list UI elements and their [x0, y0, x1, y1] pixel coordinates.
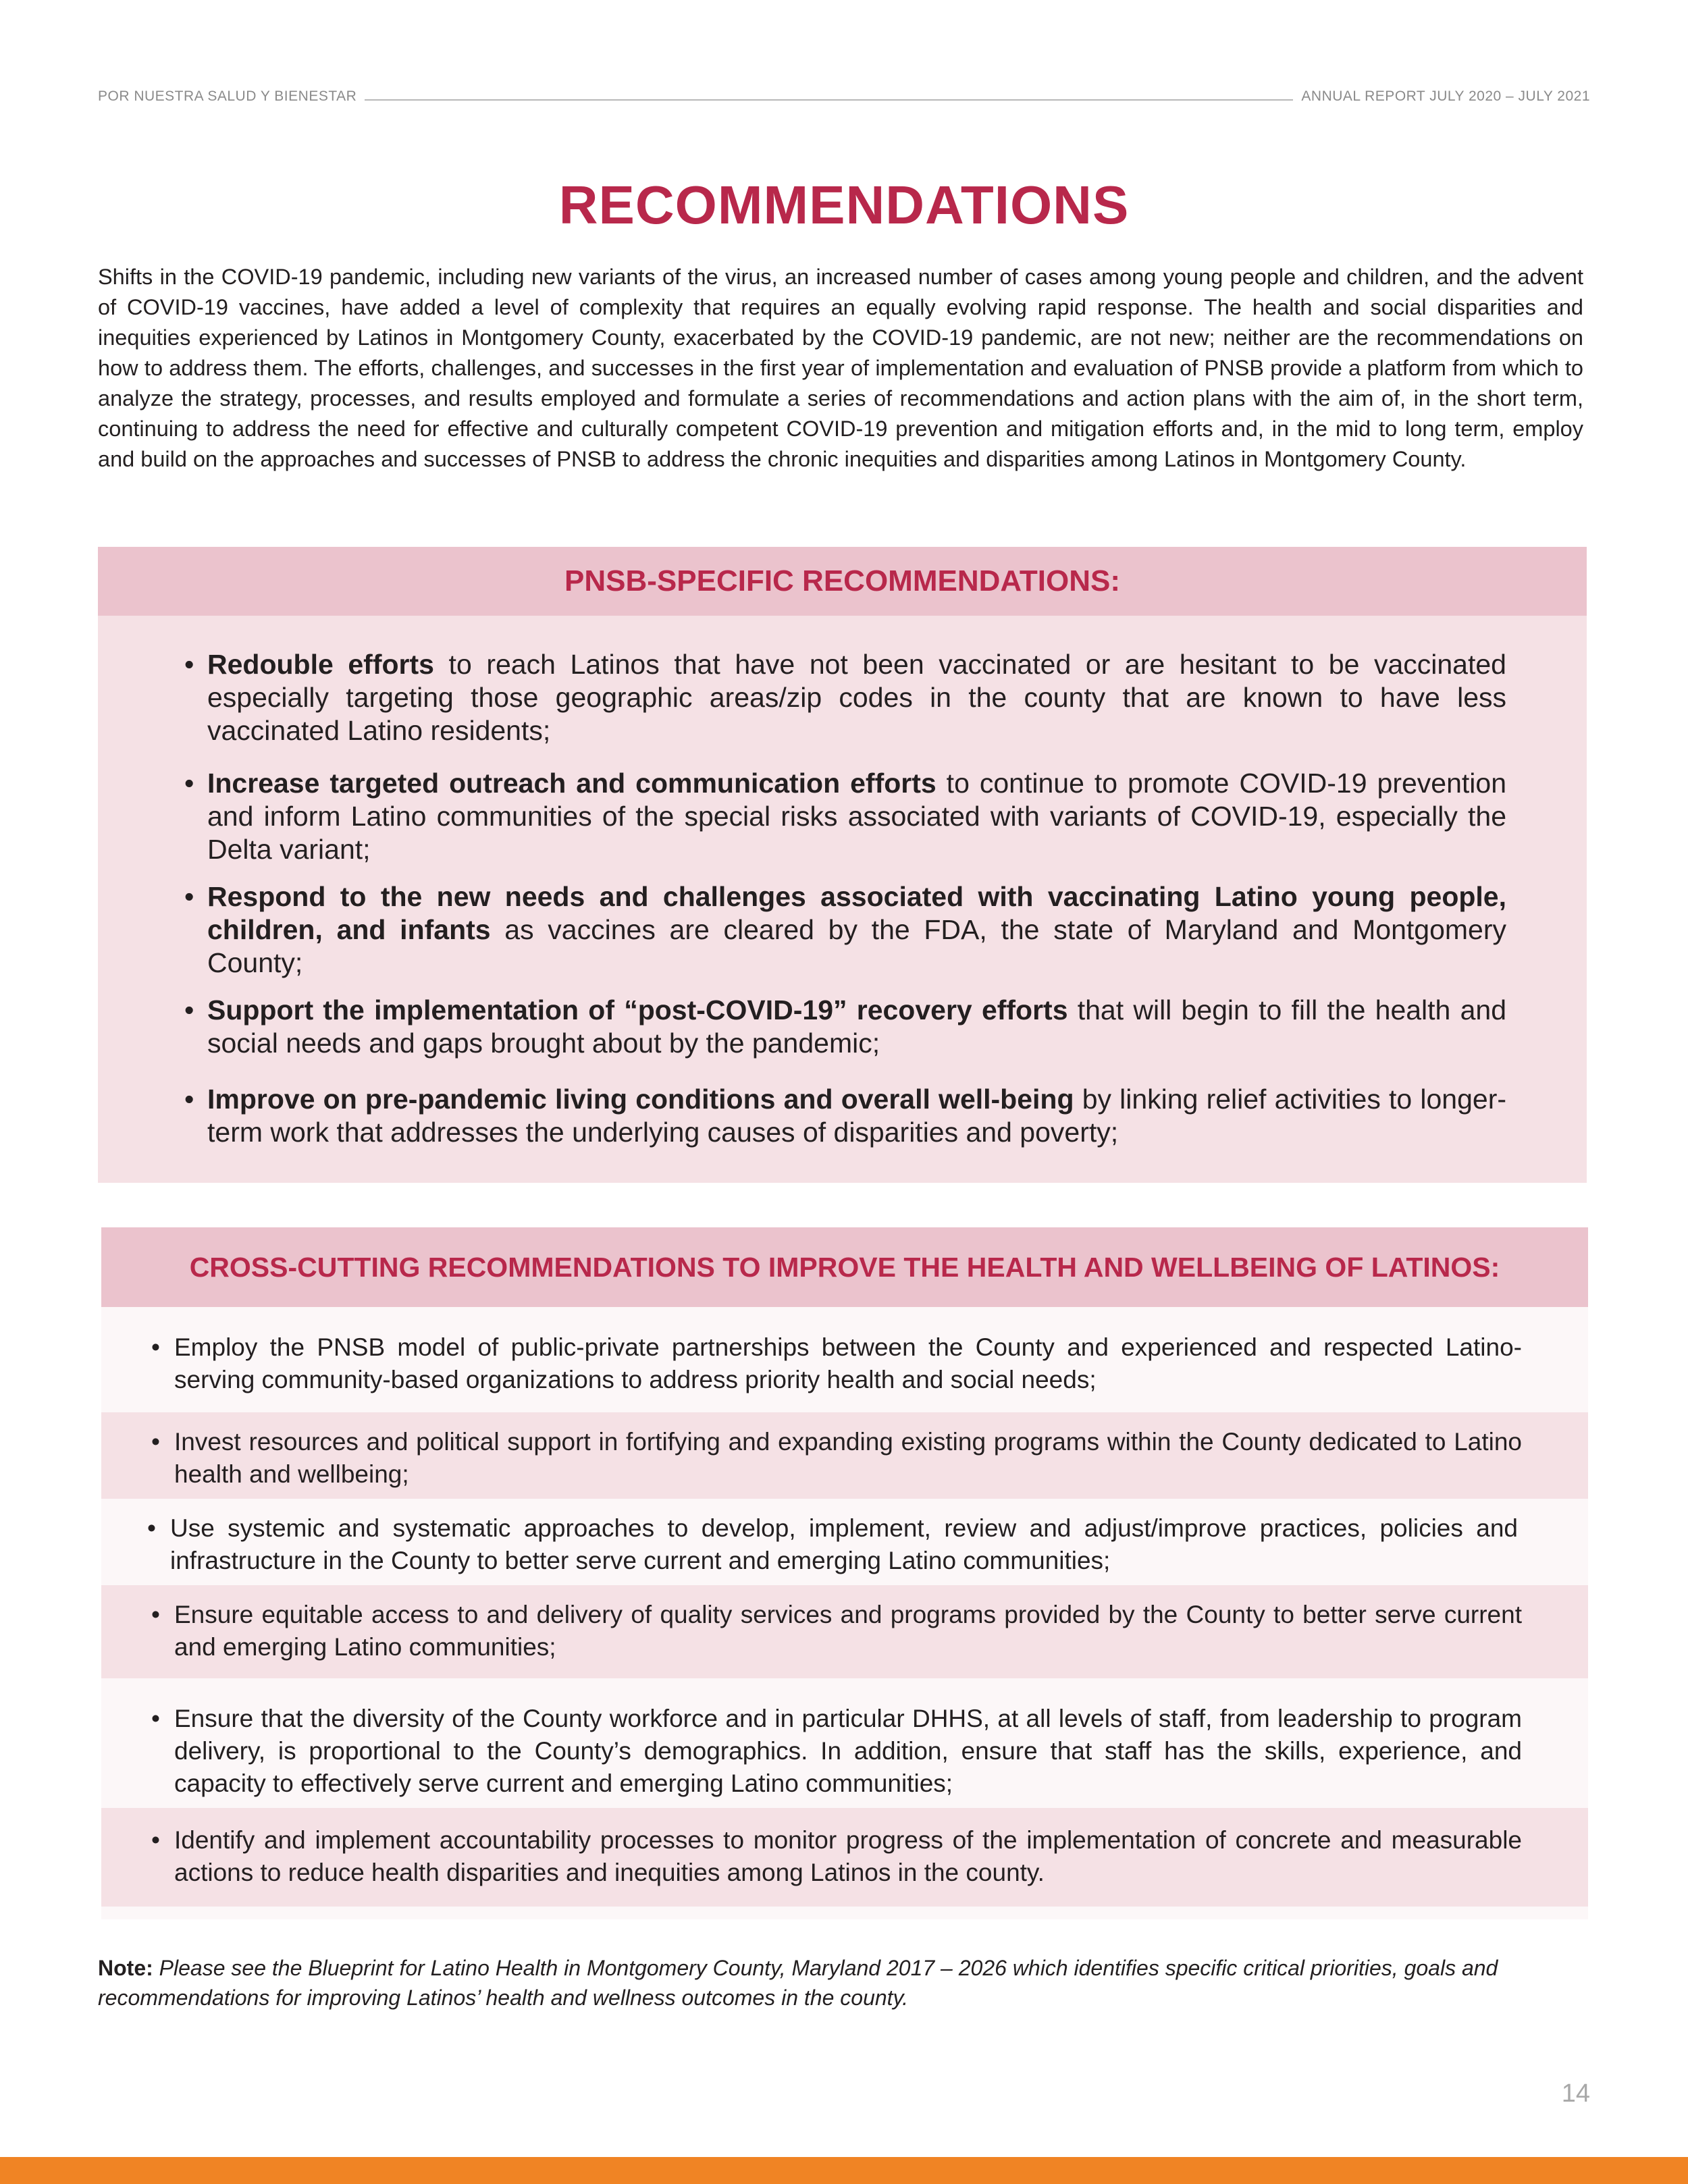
bullet: • — [151, 1601, 160, 1628]
cross-band — [101, 1585, 1588, 1678]
pnsb-item-text: as vaccines are cleared by the FDA, the state of Maryland and Montgomery County; — [207, 914, 1506, 978]
footer-bar — [0, 2157, 1688, 2184]
bullet: • — [184, 994, 194, 1026]
pnsb-recommendations-box — [98, 547, 1587, 1183]
bullet: • — [151, 1428, 160, 1456]
running-header-left: POR NUESTRA SALUD Y BIENESTAR — [98, 88, 357, 104]
bullet: • — [151, 1705, 160, 1732]
pnsb-item-bold: Increase targeted outreach and communication efforts — [207, 768, 937, 799]
cross-cutting-heading: CROSS-CUTTING RECOMMENDATIONS TO IMPROVE THE HEALTH AND WELLBEING OF LATINOS: — [101, 1227, 1588, 1307]
cross-cutting-recommendations-box — [101, 1227, 1588, 1919]
cross-item — [151, 1599, 1522, 1663]
cross-item — [151, 1426, 1522, 1491]
cross-item — [147, 1512, 1518, 1577]
header-rule — [365, 99, 1293, 101]
pnsb-heading: PNSB-SPECIFIC RECOMMENDATIONS: — [98, 547, 1587, 616]
bullet: • — [184, 649, 194, 680]
cross-band — [101, 1808, 1588, 1907]
cross-band — [101, 1678, 1588, 1808]
running-header-right: ANNUAL REPORT JULY 2020 – JULY 2021 — [1301, 88, 1590, 104]
page-number: 14 — [1561, 2079, 1590, 2108]
cross-band — [101, 1307, 1588, 1412]
running-header — [98, 86, 1590, 107]
cross-item — [151, 1331, 1522, 1396]
cross-item-text: Identify and implement accountability processes to monitor progress of the implementation of concrete and measurable actions to reduce health disparities and inequities among Latinos in the county. — [174, 1826, 1522, 1886]
note-label: Note: — [98, 1956, 153, 1980]
pnsb-item — [184, 767, 1506, 866]
page-title: RECOMMENDATIONS — [558, 175, 1130, 235]
cross-item-text: Invest resources and political support in fortifying and expanding existing programs within the County dedicated to Latino health and wellbeing; — [174, 1428, 1522, 1488]
bullet: • — [147, 1514, 156, 1542]
bullet: • — [184, 768, 194, 799]
pnsb-item-bold: Respond to the new needs and challenges associated with vaccinating Latino young people, children, and infants — [207, 881, 1506, 945]
cross-item-text: Ensure equitable access to and delivery of quality services and programs provided by the County to better serve current and emerging Latino communities; — [174, 1601, 1522, 1661]
pnsb-item-text: to reach Latinos that have not been vaccinated or are hesitant to be vaccinated especially targeting those geographic areas/zip codes in the county that are known to have less vaccinated Latino residents; — [207, 649, 1506, 746]
bullet: • — [151, 1333, 160, 1361]
note-text: Please see the Blueprint for Latino Health in Montgomery County, Maryland 2017 – 2026 which identifies specific critical priorities, goals and recommendations for improving Latinos’ health and wellness outcomes in the county. — [98, 1956, 1498, 2010]
bullet: • — [184, 881, 194, 912]
pnsb-item-bold: Redouble efforts — [207, 649, 434, 680]
cross-item — [151, 1824, 1522, 1889]
pnsb-item — [184, 994, 1506, 1060]
cross-item-text: Use systemic and systematic approaches to develop, implement, review and adjust/improve practices, policies and infrastructure in the County to better serve current and emerging Latino communities; — [170, 1514, 1518, 1574]
cross-item-text: Employ the PNSB model of public-private partnerships between the County and experienced and respected Latino-serving community-based organizations to address priority health and social needs; — [174, 1333, 1522, 1393]
pnsb-item-bold: Improve on pre-pandemic living conditions and overall well-being — [207, 1084, 1074, 1115]
cross-band — [101, 1499, 1588, 1585]
pnsb-item-bold: Support the implementation of “post-COVID-19” recovery efforts — [207, 994, 1068, 1026]
pnsb-item-text: to continue to promote COVID-19 prevention and inform Latino communities of the special risks associated with variants of COVID-19, especially the Delta variant; — [207, 768, 1506, 865]
cross-item-text: Ensure that the diversity of the County workforce and in particular DHHS, at all levels of staff, from leadership to program delivery, is proportional to the County’s demographics. In addition, ensure that staff has the skills, experience, and capacity to effectively serve current and emerging Latino communities; — [174, 1705, 1522, 1797]
pnsb-item — [184, 880, 1506, 980]
pnsb-item-text: that will begin to fill the health and social needs and gaps brought about by the pandemic; — [207, 994, 1506, 1059]
footnote — [98, 1953, 1583, 2013]
intro-paragraph: Shifts in the COVID-19 pandemic, including new variants of the virus, an increased number of cases among young people and children, and the advent of COVID-19 vaccines, have added a level of complexity that requires an equally evolving rapid response. The health and social disparities and inequities experienced by Latinos in Montgomery County, exacerbated by the COVID-19 pandemic, are not new; neither are the recommendations on how to address them. The efforts, challenges, and successes in the first year of implementation and evaluation of PNSB provide a platform from which to analyze the strategy, processes, and results employed and formulate a series of recommendations and action plans with the aim of, in the short term, continuing to address the need for effective and culturally competent COVID-19 prevention and mitigation efforts and, in the mid to long term, employ and build on the approaches and successes of PNSB to address the chronic inequities and disparities among Latinos in Montgomery County. — [98, 265, 1583, 471]
cross-band — [101, 1412, 1588, 1499]
pnsb-item — [184, 648, 1506, 747]
pnsb-item — [184, 1083, 1506, 1149]
cross-item — [151, 1703, 1522, 1800]
bullet: • — [151, 1826, 160, 1854]
bullet: • — [184, 1084, 194, 1115]
pnsb-item-text: by linking relief activities to longer-term work that addresses the underlying causes of disparities and poverty; — [207, 1084, 1506, 1148]
